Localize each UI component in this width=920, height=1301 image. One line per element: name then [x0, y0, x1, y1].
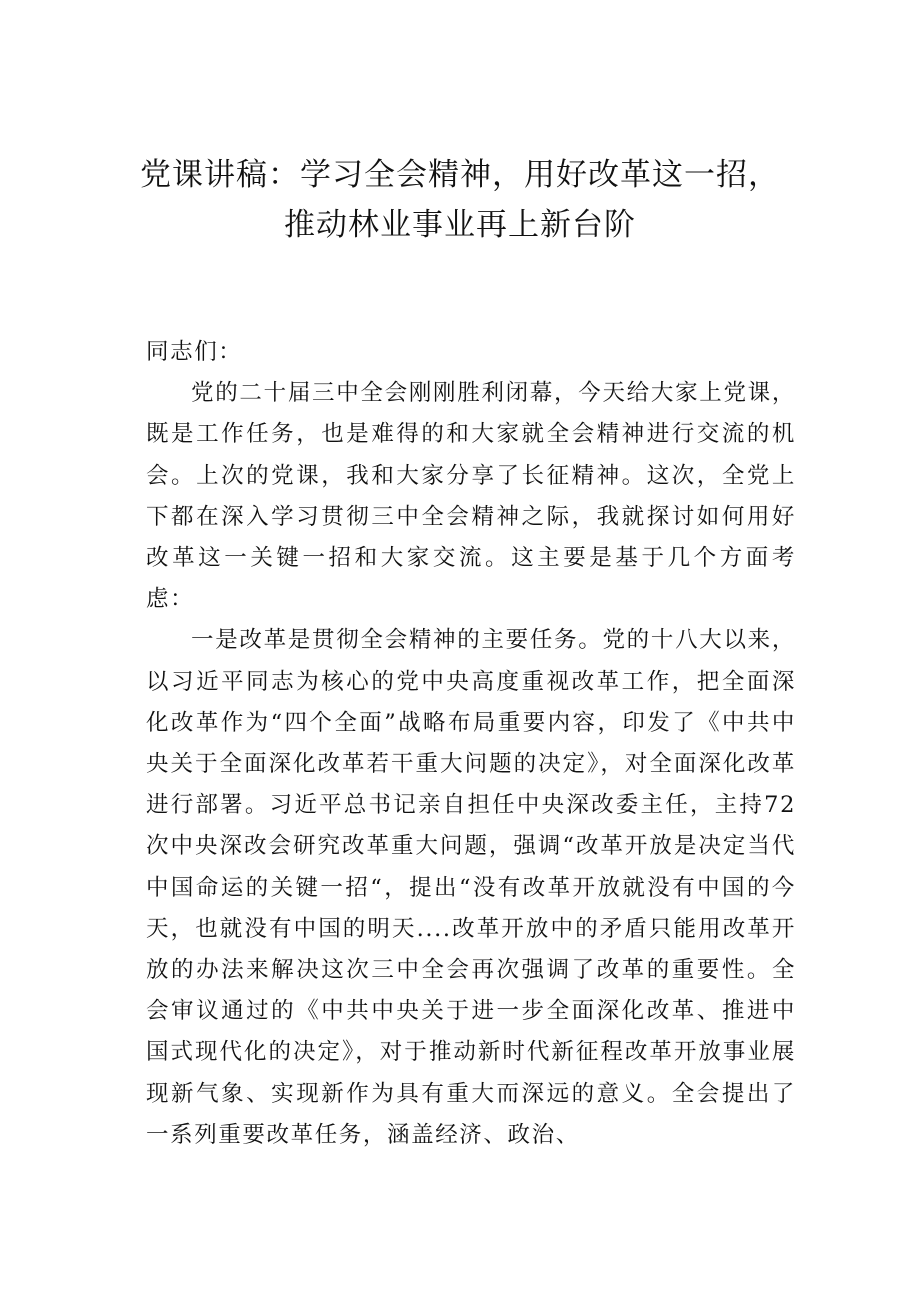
paragraph-intro: 党的二十届三中全会刚刚胜利闭幕，今天给大家上党课，既是工作任务，也是难得的和大家就全会精神进行交流的机会。上次的党课，我和大家分享了长征精神。这次，全党上下都在深入学习贯彻三中全会精神之际，我就探讨如何用好改革这一关键一招和大家交流。这主要是基于几个方面考虑：	[146, 380, 796, 613]
title-line-1: 党课讲稿：学习全会精神，用好改革这一招，	[140, 157, 780, 193]
salutation: 同志们：	[146, 339, 243, 365]
document-title	[100, 150, 820, 250]
paragraph-reform-task: 一是改革是贯彻全会精神的主要任务。党的十八大以来，以习近平同志为核心的党中央高度重视改革工作，把全面深化改革作为“四个全面”战略布局重要内容，印发了《中共中央关于全面深化改革若干重大问题的决定》，对全面深化改革进行部署。习近平总书记亲自担任中央深改委主任，主持72次中央深改会研究改革重大问题，强调“改革开放是决定当代中国命运的关键一招“，提出“没有改革开放就没有中国的今天，也就没有中国的明天....改革开放中的矛盾只能用改革开放的办法来解决这次三中全会再次强调了改革的重要性。全会审议通过的《中共中央关于进一步全面深化改革、推进中国式现代化的决定》，对于推动新时代新征程改革开放事业展现新气象、实现新作为具有重大而深远的意义。全会提出了一系列重要改革任务，涵盖经济、政治、	[146, 627, 796, 1148]
document-body	[146, 332, 796, 1156]
title-line-2: 推动林业事业再上新台阶	[284, 207, 636, 243]
